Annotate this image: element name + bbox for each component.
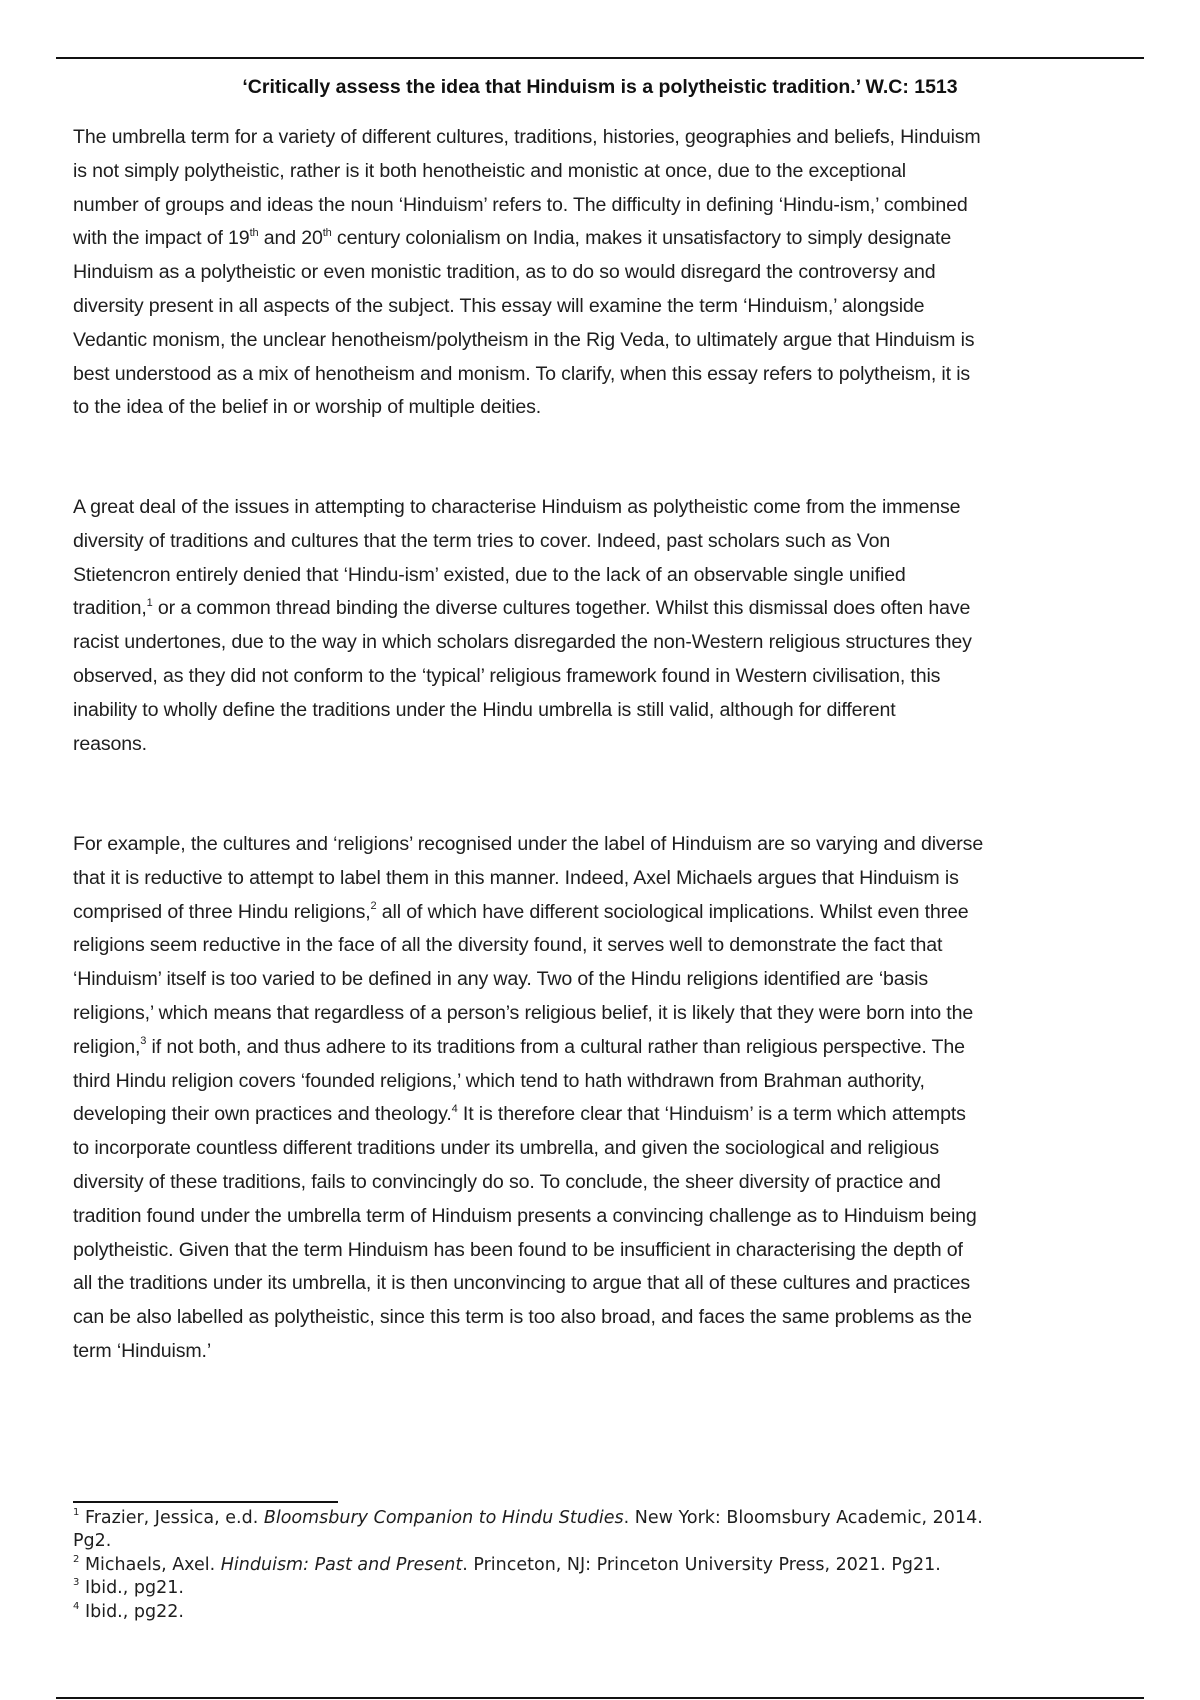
footnote-number: 3 [73,1577,80,1589]
bottom-rule [56,1697,1144,1699]
text-segment: or a common thread binding the diverse cultures together. Whilst this dismissal does often have [152,597,971,620]
footnote-marker: th [249,226,259,239]
footnote-continuation: Pg2. [73,1531,112,1552]
text-segment: comprised of three Hindu religions, [73,900,371,923]
text-line: Stietencron entirely denied that ‘Hindu-ism’ existed, due to the lack of an observable single unified [73,563,906,586]
text-segment: It is therefore clear that ‘Hinduism’ is a term which attempts [457,1103,966,1126]
text-line: For example, the cultures and ‘religions’ recognised under the label of Hinduism are so varying and diverse [73,833,984,855]
text-line: to incorporate countless different traditions under its umbrella, and given the sociological and religious [73,1137,939,1160]
text-segment: religion, [73,1035,141,1058]
text-segment: century colonialism on India, makes it unsatisfactory to simply designate [331,227,952,250]
text-segment: with the impact of 19 [73,227,250,250]
text-line: is not simply polytheistic, rather is it both henotheistic and monistic at once, due to the exceptional [73,159,906,182]
top-rule [56,57,1144,59]
footnote-4 [73,1601,1139,1624]
paragraph-2 [73,491,1139,761]
footnote-marker: th [322,226,332,239]
text-line: all the traditions under its umbrella, it is then unconvincing to argue that all of these cultures and practices [73,1272,970,1295]
footnote-text: Ibid., pg21. [79,1578,184,1599]
text-line: diversity of traditions and cultures that the term tries to cover. Indeed, past scholars such as Von [73,529,891,552]
text-line: Vedantic monism, the unclear henotheism/polytheism in the Rig Veda, to ultimately argue that Hinduism is [73,328,975,351]
text-line: reasons. [73,732,147,755]
footnote-text: . New York: Bloomsbury Academic, 2014. [623,1508,983,1528]
footnote-number: 1 [73,1507,80,1519]
footnote-marker: 3 [140,1035,147,1048]
text-segment: tradition, [73,597,147,620]
footnote-2 [73,1554,1139,1577]
text-line [73,1098,1139,1132]
text-line: that it is reductive to attempt to label them in this manner. Indeed, Axel Michaels argues that Hinduism is [73,866,959,889]
text-line: can be also labelled as polytheistic, since this term is too also broad, and faces the same problems as the [73,1306,972,1329]
essay-title: ‘Critically assess the idea that Hinduism is a polytheistic tradition.’ W.C: 1513 [242,76,958,98]
text-line [73,222,1139,256]
text-line: to the idea of the belief in or worship of multiple deities. [73,396,542,419]
text-line: Hinduism as a polytheistic or even monistic tradition, as to do so would disregard the controversy and [73,261,936,284]
footnote-text: . Princeton, NJ: Princeton University Press, 2021. Pg21. [462,1554,941,1575]
text-line: best understood as a mix of henotheism and monism. To clarify, when this essay refers to polytheism, it is [73,362,971,385]
text-line [73,1031,1139,1065]
paragraph-1 [73,121,1139,425]
text-line: term ‘Hinduism.’ [73,1339,212,1362]
text-segment: and 20 [258,227,323,250]
text-line: polytheistic. Given that the term Hinduism has been found to be insufficient in characterising the depth of [73,1238,963,1261]
text-line: inability to wholly define the traditions under the Hindu umbrella is still valid, although for different [73,698,896,721]
text-line [73,896,1139,930]
footnote-number: 4 [73,1600,80,1612]
text-line: religions,’ which means that regardless of a person’s religious belief, it is likely that they were born into the [73,1001,974,1024]
paragraph-3 [73,828,1139,1369]
text-line: diversity of these traditions, fails to convincingly do so. To conclude, the sheer diversity of practice and [73,1170,941,1193]
text-segment: developing their own practices and theology. [73,1103,452,1126]
footnote-1 [73,1507,1139,1530]
text-line: religions seem reductive in the face of all the diversity found, it serves well to demonstrate the fact that [73,934,943,957]
text-line: The umbrella term for a variety of different cultures, traditions, histories, geographies and beliefs, Hinduism [73,126,981,148]
text-line: tradition found under the umbrella term of Hinduism presents a convincing challenge as to Hinduism being [73,1204,977,1227]
text-line: A great deal of the issues in attempting to characterise Hinduism as polytheistic come from the immense [73,496,961,518]
text-segment: if not both, and thus adhere to its traditions from a cultural rather than religious perspective. The [146,1035,965,1058]
footnote-marker: 1 [146,596,153,609]
text-line: diversity present in all aspects of the subject. This essay will examine the term ‘Hinduism,’ alongside [73,294,925,317]
footnote-text: Michaels, Axel. [79,1554,221,1575]
text-line: observed, as they did not conform to the ‘typical’ religious framework found in Western civilisation, this [73,664,941,687]
text-line: third Hindu religion covers ‘founded religions,’ which tend to hath withdrawn from Brahman authority, [73,1069,925,1092]
text-line: racist undertones, due to the way in which scholars disregarded the non-Western religious structures they [73,631,972,654]
footnote-marker: 2 [370,900,377,913]
footnotes [73,1507,1139,1624]
footnote-text: Ibid., pg22. [79,1601,184,1622]
footnote-separator [73,1501,338,1503]
footnote-number: 2 [73,1553,80,1565]
footnote-book-title: Bloomsbury Companion to Hindu Studies [263,1508,624,1528]
text-line [73,592,1139,626]
text-segment: all of which have different sociological implications. Whilst even three [376,900,969,923]
footnote-3 [73,1577,1139,1600]
footnote-marker: 4 [451,1102,458,1115]
footnote-book-title: Hinduism: Past and Present [220,1554,463,1575]
text-line: ‘Hinduism’ itself is too varied to be defined in any way. Two of the Hindu religions identified are ‘basis [73,968,929,991]
text-line: number of groups and ideas the noun ‘Hinduism’ refers to. The difficulty in defining ‘Hindu-ism,’ combined [73,193,968,216]
footnote-text: Frazier, Jessica, e.d. [79,1508,264,1528]
